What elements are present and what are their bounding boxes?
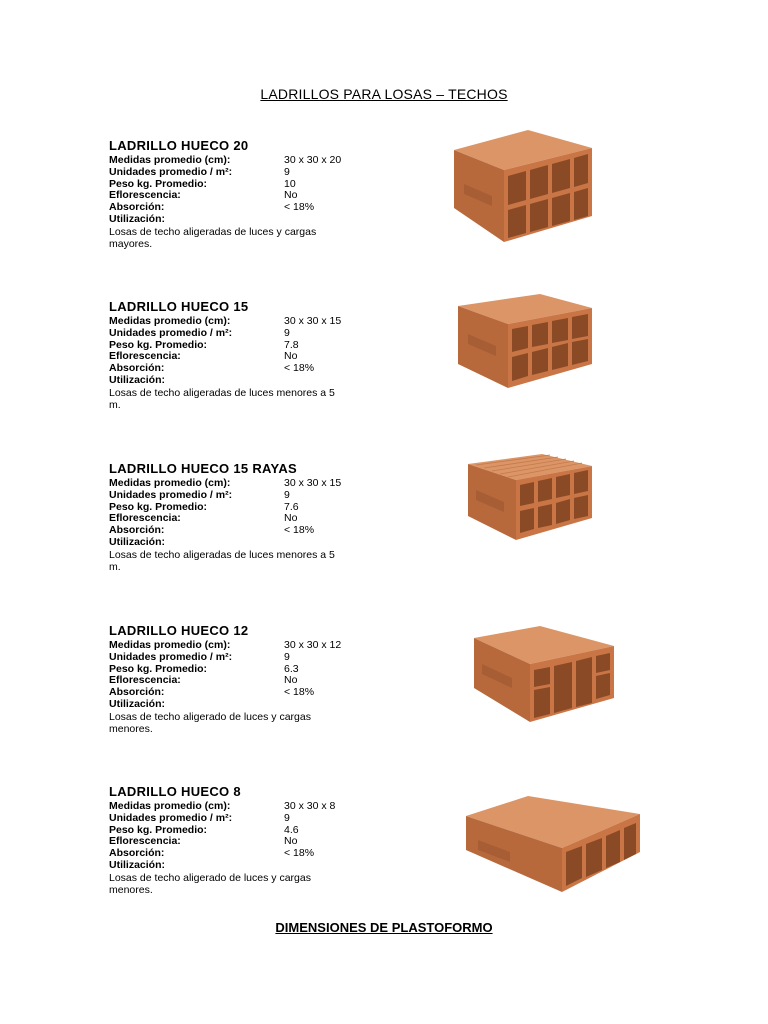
spec-label: Unidades promedio / m²:	[109, 488, 233, 501]
spec-row-unidades	[109, 813, 369, 825]
product-block	[109, 784, 369, 897]
spec-row-unidades	[109, 328, 369, 340]
spec-value: No	[284, 350, 298, 363]
spec-value: 30 x 30 x 15	[284, 477, 342, 489]
spec-label: Absorción:	[109, 847, 165, 860]
spec-row-unidades	[109, 652, 369, 664]
utilizacion-label: Utilización:	[109, 697, 166, 710]
product-name: LADRILLO HUECO 15	[109, 299, 249, 314]
spec-value: 30 x 30 x 8	[284, 800, 336, 812]
spec-row-unidades	[109, 490, 369, 502]
spec-value: No	[284, 835, 298, 848]
section-heading: DIMENSIONES DE PLASTOFORMO	[275, 920, 493, 935]
spec-row-unidades	[109, 167, 369, 179]
spec-value: No	[284, 512, 298, 525]
spec-value: 10	[284, 177, 296, 190]
spec-label: Absorción:	[109, 686, 165, 699]
spec-value: 9	[284, 326, 290, 339]
utilizacion-text: Losas de techo aligeradas de luces y cargas mayores.	[109, 225, 317, 251]
spec-value: 4.6	[284, 823, 299, 836]
spec-label: Absorción:	[109, 362, 165, 375]
spec-label: Peso kg. Promedio:	[109, 500, 208, 513]
spec-value: No	[284, 674, 298, 687]
product-block	[109, 299, 369, 412]
spec-value: < 18%	[284, 847, 315, 860]
spec-value: 30 x 30 x 20	[284, 154, 342, 166]
spec-label: Unidades promedio / m²:	[109, 165, 233, 178]
utilizacion-text: Losas de techo aligerado de luces y cargas menores.	[109, 871, 311, 897]
product-block	[109, 138, 369, 251]
brick-8-hole-striped-image	[466, 452, 596, 544]
product-block	[109, 461, 369, 574]
utilizacion-label: Utilización:	[109, 212, 166, 225]
spec-label: Medidas promedio (cm):	[109, 154, 231, 166]
spec-value: 7.6	[284, 500, 299, 513]
spec-value: 30 x 30 x 15	[284, 315, 342, 327]
spec-label: Eflorescencia:	[109, 189, 181, 202]
utilizacion-label: Utilización:	[109, 535, 166, 548]
product-block	[109, 623, 369, 736]
spec-label: Peso kg. Promedio:	[109, 662, 208, 675]
spec-value: 9	[284, 488, 290, 501]
spec-label: Eflorescencia:	[109, 835, 181, 848]
brick-4-hole-image	[464, 794, 644, 896]
brick-8-hole-image	[456, 292, 596, 392]
spec-value: < 18%	[284, 362, 315, 375]
product-name: LADRILLO HUECO 20	[109, 138, 249, 153]
spec-value: < 18%	[284, 524, 315, 537]
spec-value: < 18%	[284, 201, 315, 214]
spec-label: Absorción:	[109, 201, 165, 214]
brick-6-hole-image	[472, 624, 618, 726]
spec-value: 9	[284, 811, 290, 824]
spec-value: < 18%	[284, 686, 315, 699]
spec-value: 9	[284, 165, 290, 178]
spec-value: No	[284, 189, 298, 202]
spec-label: Peso kg. Promedio:	[109, 338, 208, 351]
utilizacion-text: Losas de techo aligeradas de luces menores a 5 m.	[109, 386, 335, 412]
spec-label: Eflorescencia:	[109, 674, 181, 687]
utilizacion-text: Losas de techo aligerado de luces y cargas menores.	[109, 710, 311, 736]
spec-value: 9	[284, 650, 290, 663]
spec-label: Peso kg. Promedio:	[109, 177, 208, 190]
spec-value: 6.3	[284, 662, 299, 675]
spec-label: Peso kg. Promedio:	[109, 823, 208, 836]
spec-label: Medidas promedio (cm):	[109, 800, 231, 812]
spec-label: Unidades promedio / m²:	[109, 650, 233, 663]
spec-label: Medidas promedio (cm):	[109, 477, 231, 489]
utilizacion-text: Losas de techo aligeradas de luces menores a 5 m.	[109, 548, 335, 574]
spec-value: 30 x 30 x 12	[284, 639, 342, 651]
utilizacion-label: Utilización:	[109, 858, 166, 871]
spec-value: 7.8	[284, 338, 299, 351]
product-name: LADRILLO HUECO 15 RAYAS	[109, 461, 297, 476]
brick-8-hole-image	[452, 128, 598, 244]
utilizacion-label: Utilización:	[109, 373, 166, 386]
spec-label: Eflorescencia:	[109, 350, 181, 363]
product-name: LADRILLO HUECO 12	[109, 623, 249, 638]
spec-label: Unidades promedio / m²:	[109, 326, 233, 339]
spec-label: Medidas promedio (cm):	[109, 315, 231, 327]
spec-label: Medidas promedio (cm):	[109, 639, 231, 651]
spec-label: Absorción:	[109, 524, 165, 537]
spec-label: Eflorescencia:	[109, 512, 181, 525]
product-name: LADRILLO HUECO 8	[109, 784, 241, 799]
page-title: LADRILLOS PARA LOSAS – TECHOS	[260, 86, 508, 102]
spec-label: Unidades promedio / m²:	[109, 811, 233, 824]
